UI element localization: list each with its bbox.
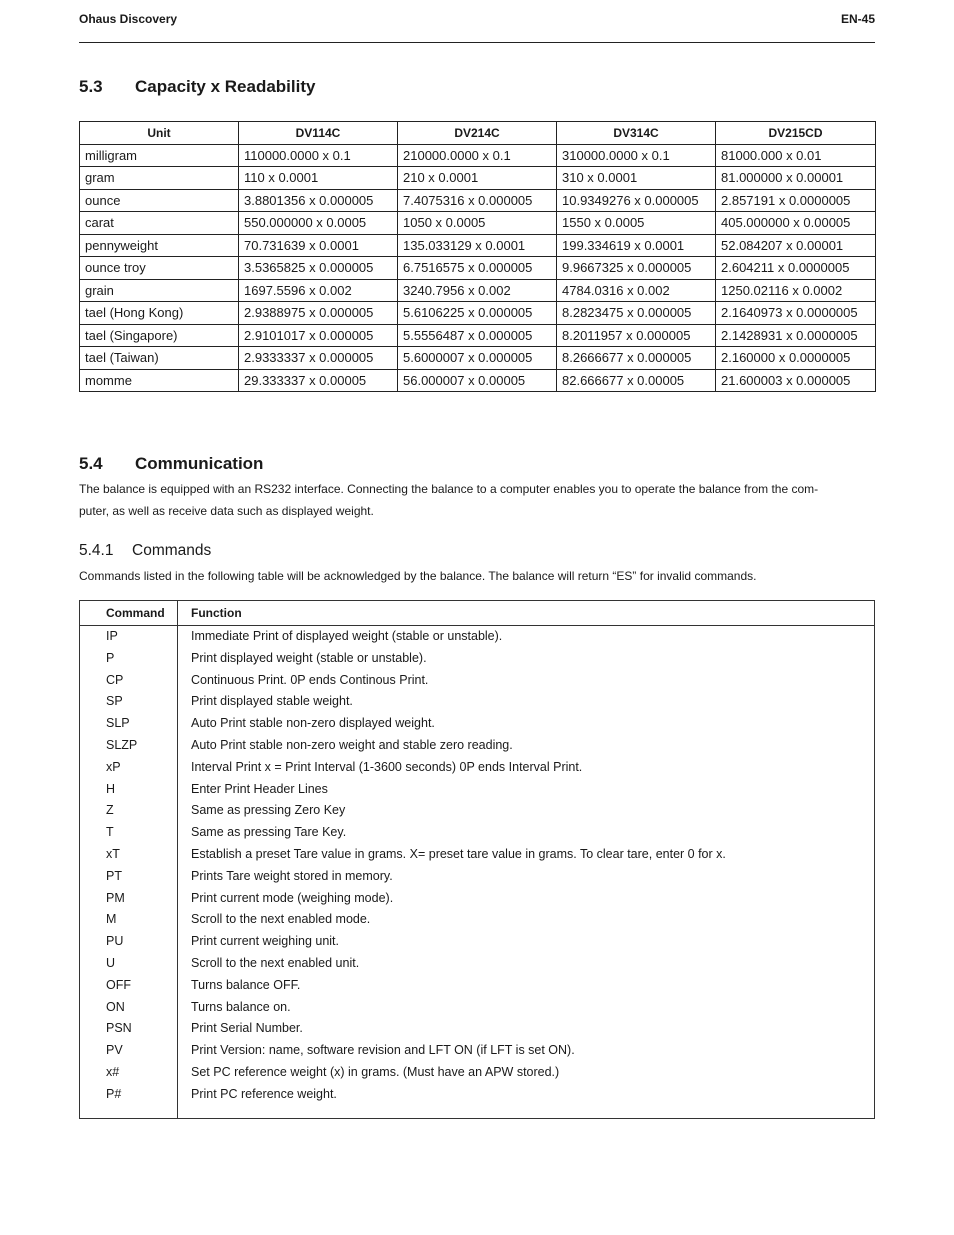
section-heading-communication: [79, 454, 263, 474]
capacity-cell: 6.7516575 x 0.000005: [398, 257, 557, 280]
capacity-cell: 2.1428931 x 0.0000005: [716, 324, 876, 347]
capacity-cell: 2.160000 x 0.0000005: [716, 347, 876, 370]
command-code: SP: [106, 694, 123, 709]
capacity-cell: 2.1640973 x 0.0000005: [716, 302, 876, 325]
capacity-cell: 2.857191 x 0.0000005: [716, 189, 876, 212]
command-code: Z: [106, 803, 114, 818]
command-code: PM: [106, 890, 125, 905]
unit-cell: ounce troy: [80, 257, 239, 280]
capacity-cell: 29.333337 x 0.00005: [239, 369, 398, 392]
command-row: [80, 800, 874, 822]
table-row: [80, 189, 876, 212]
capacity-cell: 1050 x 0.0005: [398, 212, 557, 235]
table-row: [80, 234, 876, 257]
section-number: 5.3: [79, 77, 103, 96]
table-row: [80, 257, 876, 280]
commands-list: [80, 626, 874, 1106]
command-function: Turns balance OFF.: [191, 977, 301, 992]
command-function: Print current mode (weighing mode).: [191, 890, 394, 905]
command-row: [80, 626, 874, 648]
capacity-cell: 3.5365825 x 0.000005: [239, 257, 398, 280]
command-row: [80, 1040, 874, 1062]
command-function: Print Serial Number.: [191, 1021, 303, 1036]
command-code: xT: [106, 846, 120, 861]
command-function: Print PC reference weight.: [191, 1086, 337, 1101]
command-code: PU: [106, 934, 124, 949]
command-function: Enter Print Header Lines: [191, 781, 328, 796]
command-row: [80, 757, 874, 779]
command-code: P: [106, 650, 115, 665]
capacity-cell: 5.6000007 x 0.000005: [398, 347, 557, 370]
section-title: Communication: [135, 454, 264, 473]
table-row: [80, 167, 876, 190]
command-function: Same as pressing Zero Key: [191, 803, 346, 818]
command-row: [80, 1062, 874, 1084]
capacity-cell: 56.000007 x 0.00005: [398, 369, 557, 392]
capacity-cell: 2.9388975 x 0.000005: [239, 302, 398, 325]
capacity-cell: 82.666677 x 0.00005: [557, 369, 716, 392]
table-row: [80, 302, 876, 325]
communication-paragraph: [79, 478, 875, 522]
capacity-cell: 52.084207 x 0.00001: [716, 234, 876, 257]
capacity-cell: 2.9101017 x 0.000005: [239, 324, 398, 347]
command-function: Prints Tare weight stored in memory.: [191, 868, 393, 883]
command-function: Print current weighing unit.: [191, 934, 339, 949]
command-row: [80, 953, 874, 975]
command-row: [80, 909, 874, 931]
command-function: Turns balance on.: [191, 999, 291, 1014]
table-row: [80, 144, 876, 167]
paragraph-line: The balance is equipped with an RS232 interface. Connecting the balance to a computer enables you to operate the balance from the com-: [79, 482, 819, 496]
command-code: P#: [106, 1086, 122, 1101]
capacity-cell: 405.000000 x 0.00005: [716, 212, 876, 235]
section-heading-capacity: [79, 77, 315, 97]
capacity-readability-table: [79, 121, 876, 392]
command-function: Set PC reference weight (x) in grams. (Must have an APW stored.): [191, 1064, 560, 1079]
column-header: DV214C: [398, 122, 557, 145]
commands-intro: Commands listed in the following table will be acknowledged by the balance. The balance will return “ES” for invalid commands.: [79, 569, 757, 583]
subsection-title: Commands: [132, 542, 212, 559]
capacity-cell: 1250.02116 x 0.0002: [716, 279, 876, 302]
column-header: Unit: [80, 122, 239, 145]
paragraph-line: puter, as well as receive data such as displayed weight.: [79, 504, 374, 518]
column-header: DV114C: [239, 122, 398, 145]
command-code: M: [106, 912, 117, 927]
capacity-cell: 9.9667325 x 0.000005: [557, 257, 716, 280]
command-code: PT: [106, 868, 122, 883]
capacity-cell: 4784.0316 x 0.002: [557, 279, 716, 302]
command-function: Continuous Print. 0P ends Continous Print.: [191, 672, 429, 687]
unit-cell: pennyweight: [80, 234, 239, 257]
command-row: [80, 648, 874, 670]
capacity-cell: 70.731639 x 0.0001: [239, 234, 398, 257]
command-row: [80, 691, 874, 713]
unit-cell: ounce: [80, 189, 239, 212]
capacity-cell: 550.000000 x 0.0005: [239, 212, 398, 235]
table-row: [80, 369, 876, 392]
command-function: Establish a preset Tare value in grams. X= preset tare value in grams. To clear tare, enter 0 for x.: [191, 846, 726, 861]
unit-cell: tael (Hong Kong): [80, 302, 239, 325]
command-code: PV: [106, 1043, 123, 1058]
command-code: SLP: [106, 716, 130, 731]
command-function: Print displayed weight (stable or unstable).: [191, 650, 427, 665]
command-function: Scroll to the next enabled unit.: [191, 955, 360, 970]
commands-table: [79, 600, 875, 1119]
command-row: [80, 1084, 874, 1106]
command-code: PSN: [106, 1021, 132, 1036]
table-row: [80, 324, 876, 347]
table-row: [80, 347, 876, 370]
capacity-cell: 10.9349276 x 0.000005: [557, 189, 716, 212]
command-code: x#: [106, 1064, 120, 1079]
command-function: Print displayed stable weight.: [191, 694, 353, 709]
capacity-cell: 8.2666677 x 0.000005: [557, 347, 716, 370]
capacity-cell: 2.604211 x 0.0000005: [716, 257, 876, 280]
capacity-cell: 8.2011957 x 0.000005: [557, 324, 716, 347]
command-row: [80, 866, 874, 888]
command-function: Same as pressing Tare Key.: [191, 825, 347, 840]
section-title: Capacity x Readability: [135, 77, 316, 96]
command-function: Print Version: name, software revision and LFT ON (if LFT is set ON).: [191, 1043, 575, 1058]
capacity-cell: 5.6106225 x 0.000005: [398, 302, 557, 325]
capacity-cell: 21.600003 x 0.000005: [716, 369, 876, 392]
capacity-cell: 1697.5596 x 0.002: [239, 279, 398, 302]
command-row: [80, 670, 874, 692]
capacity-cell: 210000.0000 x 0.1: [398, 144, 557, 167]
unit-cell: tael (Taiwan): [80, 347, 239, 370]
capacity-cell: 110000.0000 x 0.1: [239, 144, 398, 167]
command-code: xP: [106, 759, 121, 774]
unit-cell: milligram: [80, 144, 239, 167]
command-function: Immediate Print of displayed weight (stable or unstable).: [191, 629, 503, 643]
capacity-cell: 3240.7956 x 0.002: [398, 279, 557, 302]
unit-cell: grain: [80, 279, 239, 302]
capacity-cell: 81000.000 x 0.01: [716, 144, 876, 167]
unit-cell: tael (Singapore): [80, 324, 239, 347]
document-title: Ohaus Discovery: [79, 12, 178, 26]
unit-cell: gram: [80, 167, 239, 190]
command-row: [80, 931, 874, 953]
command-code: H: [106, 781, 116, 796]
subsection-number: 5.4.1: [79, 542, 114, 559]
capacity-cell: 1550 x 0.0005: [557, 212, 716, 235]
command-code: ON: [106, 999, 125, 1014]
capacity-cell: 8.2823475 x 0.000005: [557, 302, 716, 325]
column-header: DV215CD: [716, 122, 876, 145]
page-header: [79, 12, 875, 43]
unit-cell: momme: [80, 369, 239, 392]
command-row: [80, 888, 874, 910]
capacity-cell: 310 x 0.0001: [557, 167, 716, 190]
command-row: [80, 822, 874, 844]
command-row: [80, 779, 874, 801]
capacity-cell: 110 x 0.0001: [239, 167, 398, 190]
column-header-command: Command: [106, 606, 165, 620]
command-code: U: [106, 955, 116, 970]
command-row: [80, 997, 874, 1019]
command-code: OFF: [106, 977, 131, 992]
capacity-cell: 5.5556487 x 0.000005: [398, 324, 557, 347]
capacity-cell: 199.334619 x 0.0001: [557, 234, 716, 257]
command-function: Auto Print stable non-zero weight and stable zero reading.: [191, 737, 513, 752]
capacity-cell: 2.9333337 x 0.000005: [239, 347, 398, 370]
page-number: EN-45: [840, 12, 875, 26]
capacity-cell: 210 x 0.0001: [398, 167, 557, 190]
capacity-cell: 3.8801356 x 0.000005: [239, 189, 398, 212]
column-header: DV314C: [557, 122, 716, 145]
column-header-function: Function: [191, 606, 242, 620]
command-code: T: [106, 825, 114, 840]
command-code: IP: [106, 629, 118, 643]
capacity-cell: 81.000000 x 0.00001: [716, 167, 876, 190]
table-header-row: [80, 122, 876, 145]
table-row: [80, 279, 876, 302]
command-code: CP: [106, 672, 124, 687]
command-row: [80, 975, 874, 997]
command-row: [80, 844, 874, 866]
subsection-heading-commands: [79, 542, 211, 560]
capacity-cell: 7.4075316 x 0.000005: [398, 189, 557, 212]
capacity-cell: 135.033129 x 0.0001: [398, 234, 557, 257]
table-row: [80, 212, 876, 235]
command-function: Interval Print x = Print Interval (1-3600 seconds) 0P ends Interval Print.: [191, 759, 583, 774]
section-number: 5.4: [79, 454, 103, 473]
capacity-cell: 310000.0000 x 0.1: [557, 144, 716, 167]
command-code: SLZP: [106, 737, 138, 752]
command-function: Scroll to the next enabled mode.: [191, 912, 371, 927]
unit-cell: carat: [80, 212, 239, 235]
command-row: [80, 735, 874, 757]
command-row: [80, 713, 874, 735]
command-row: [80, 1018, 874, 1040]
command-function: Auto Print stable non-zero displayed weight.: [191, 716, 435, 731]
